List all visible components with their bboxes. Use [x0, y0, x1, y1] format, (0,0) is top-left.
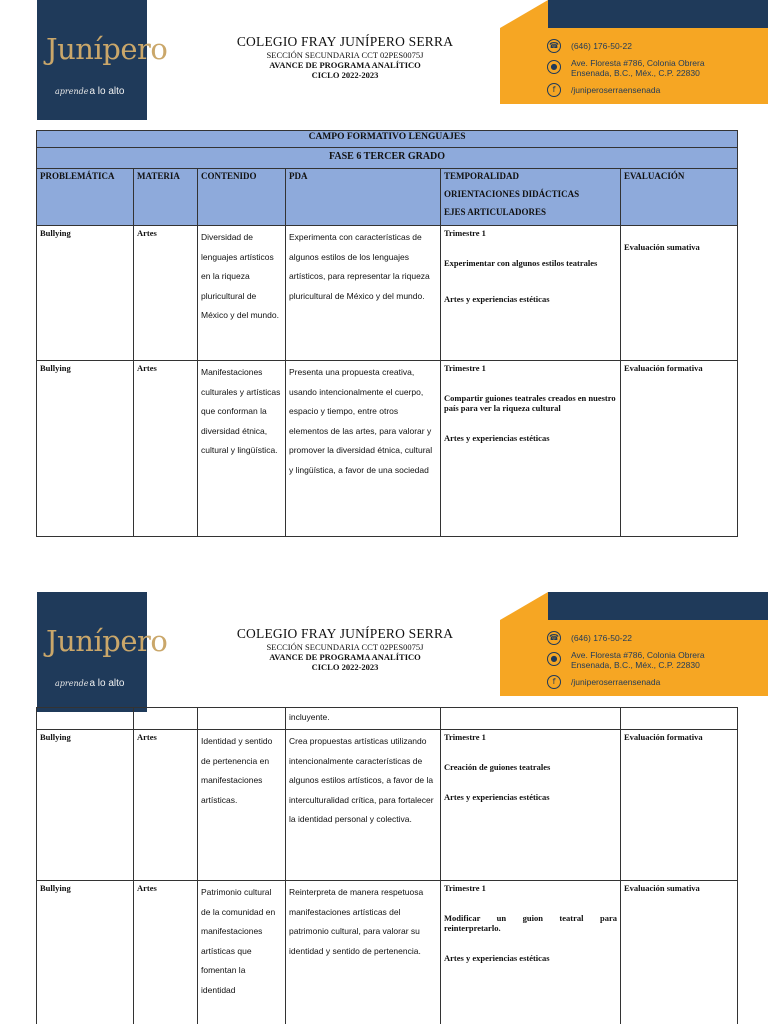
contact-banner: [500, 0, 768, 104]
school-name: COLEGIO FRAY JUNÍPERO SERRA: [236, 626, 454, 641]
page-2: [0, 592, 768, 1024]
col-evaluacion: EVALUACIÓN: [621, 169, 738, 226]
document-heading: [200, 626, 490, 672]
contact-banner: [500, 592, 768, 696]
facebook-icon: f: [547, 83, 561, 97]
facebook-icon: f: [547, 675, 561, 689]
table-row: Bullying Artes Identidad y sentido de pertenencia en manifestaciones artísticas. Crea propuestas artísticas utilizando intencionalmente características de algunos estilos artísticos, a favor de la interculturalidad crítica, para fortalecer la identidad personal y colectiva. Trimestre 1 Creación de guiones teatrales Artes y experiencias estéticas Evaluación formativa: [37, 730, 738, 881]
table-row: Bullying Artes Patrimonio cultural de la comunidad en manifestaciones artísticas que fomentan la identidad Reinterpreta de manera respetuosa manifestaciones artísticas del patrimonio cultural, para valorar su identidad y sentido de pertenencia. Trimestre 1 Modificar un guion teatral para reinterpretarlo. Artes y experiencias estéticas Evaluación sumativa: [37, 881, 738, 1024]
school-name: COLEGIO FRAY JUNÍPERO SERRA: [236, 34, 454, 49]
address-line-1: Ave. Floresta #786, Colonia Obrera: [571, 58, 705, 68]
school-logo: [37, 0, 168, 120]
facebook-handle: /juniperoserraensenada: [571, 85, 661, 95]
program-table: [36, 130, 738, 537]
col-pda: PDA: [286, 169, 441, 226]
address-line-2: Ensenada, B.C., Méx., C.P. 22830: [571, 660, 700, 670]
logo-text: Junípero: [46, 624, 168, 658]
table-band-campo: CAMPO FORMATIVO LENGUAJES: [37, 131, 738, 148]
location-pin-icon: ●: [547, 652, 561, 666]
report-title: AVANCE DE PROGRAMA ANALÍTICO: [269, 60, 421, 70]
program-table-continued: [36, 707, 738, 1024]
document-heading: [200, 34, 490, 80]
table-header-row: [37, 169, 738, 226]
col-contenido: CONTENIDO: [198, 169, 286, 226]
cycle-line: CICLO 2022-2023: [311, 662, 379, 672]
phone-icon: ☎: [547, 631, 561, 645]
school-logo: [37, 592, 168, 712]
section-line: SECCIÓN SECUNDARIA CCT 02PES0075J: [266, 50, 424, 60]
col-temporalidad: TEMPORALIDAD ORIENTACIONES DIDÁCTICAS EJES ARTICULADORES: [441, 169, 621, 226]
table-row: Bullying Artes Manifestaciones culturales y artísticas que conforman la diversidad étnica, cultural y lingüística. Presenta una propuesta creativa, usando intencionalmente el cuerpo, espacio y tiempo, entre otros elementos de las artes, para valorar y promover la diversidad étnica, cultural y lingüística, a favor de una sociedad Trimestre 1 Compartir guiones teatrales creados en nuestro país para ver la riqueza cultural Artes y experiencias estéticas Evaluación formativa: [37, 361, 738, 537]
logo-tagline: aprendea lo alto: [55, 678, 125, 689]
cycle-line: CICLO 2022-2023: [311, 70, 379, 80]
table-row-continuation: incluyente.: [37, 708, 738, 730]
table-row: Bullying Artes Diversidad de lenguajes artísticos en la riqueza pluricultural de México y del mundo. Experimenta con características de algunos estilos de los lenguajes artísticos, para representar la riqueza pluricultural de México y del mundo. Trimestre 1 Experimentar con algunos estilos teatrales Artes y experiencias estéticas Evaluación sumativa: [37, 226, 738, 361]
logo-tagline: aprendea lo alto: [55, 86, 125, 97]
facebook-handle: /juniperoserraensenada: [571, 677, 661, 687]
phone-icon: ☎: [547, 39, 561, 53]
phone-number: (646) 176-50-22: [571, 633, 632, 643]
address-line-2: Ensenada, B.C., Méx., C.P. 22830: [571, 68, 700, 78]
location-pin-icon: ●: [547, 60, 561, 74]
address-line-1: Ave. Floresta #786, Colonia Obrera: [571, 650, 705, 660]
table-band-fase: FASE 6 TERCER GRADO: [37, 148, 738, 169]
section-line: SECCIÓN SECUNDARIA CCT 02PES0075J: [266, 642, 424, 652]
col-materia: MATERIA: [134, 169, 198, 226]
report-title: AVANCE DE PROGRAMA ANALÍTICO: [269, 652, 421, 662]
logo-text: Junípero: [46, 32, 168, 66]
col-problematica: PROBLEMÁTICA: [37, 169, 134, 226]
phone-number: (646) 176-50-22: [571, 41, 632, 51]
